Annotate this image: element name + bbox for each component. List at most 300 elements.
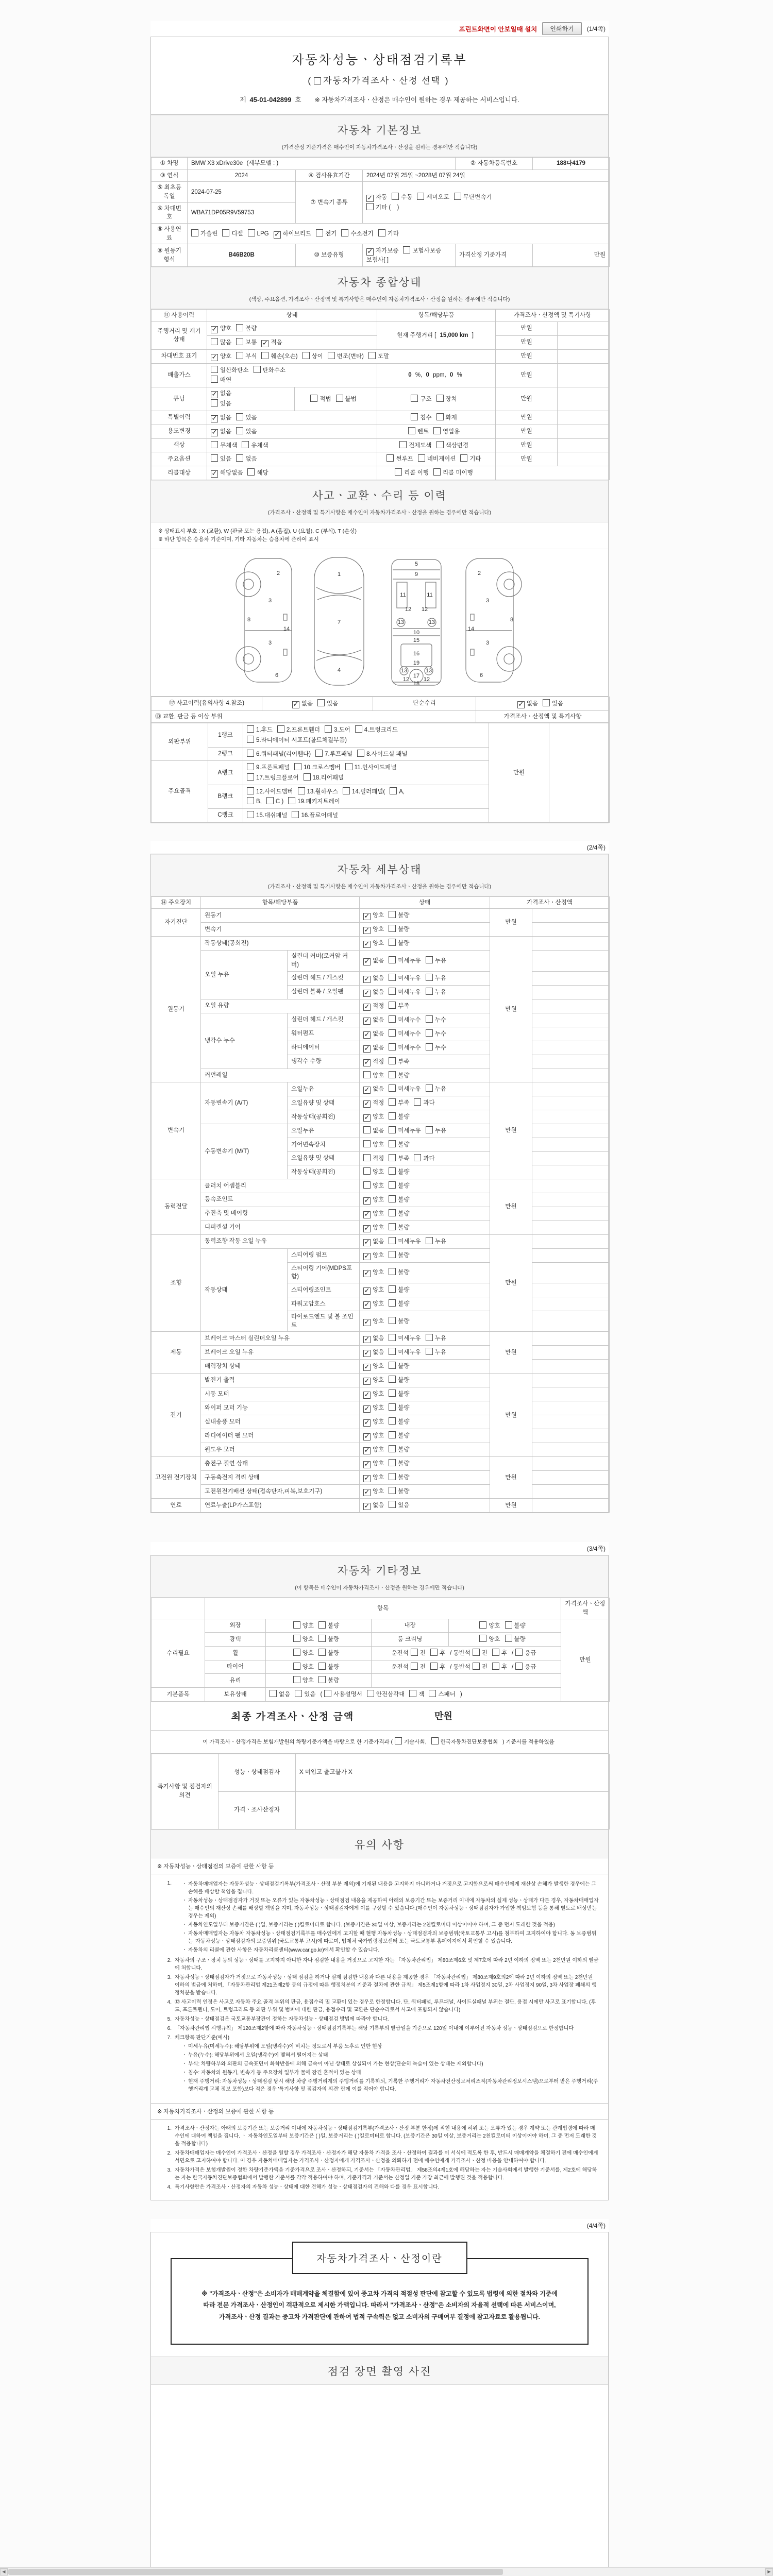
checkbox-option[interactable]	[363, 1071, 384, 1080]
value-cell	[377, 438, 496, 452]
table-row	[152, 896, 610, 909]
value-cell	[532, 971, 610, 985]
checkbox-option[interactable]	[363, 1460, 384, 1468]
checked-checkbox-icon: ✓	[367, 194, 373, 202]
checkbox-option[interactable]	[247, 763, 290, 772]
checkbox-option[interactable]	[211, 376, 231, 385]
unchecked-checkbox-icon	[363, 1126, 371, 1133]
checkbox-option[interactable]	[389, 1029, 421, 1039]
checkbox-option[interactable]	[389, 1403, 409, 1413]
checkbox-option[interactable]	[222, 229, 243, 239]
checkbox-option[interactable]	[328, 352, 364, 361]
checkbox-option[interactable]	[378, 229, 399, 239]
checkbox-option[interactable]	[411, 1663, 426, 1672]
checkbox-option[interactable]	[211, 469, 243, 478]
checkbox-option[interactable]	[389, 1015, 421, 1025]
checkbox-option[interactable]	[389, 1389, 409, 1399]
checkbox-option[interactable]	[247, 725, 273, 735]
checkbox-option[interactable]	[366, 247, 398, 256]
checkbox-option[interactable]	[318, 1635, 339, 1644]
diagram-number: 19	[413, 659, 419, 666]
checkbox-option[interactable]	[389, 1223, 409, 1232]
checkbox-option[interactable]	[341, 229, 373, 239]
checkbox-option[interactable]	[292, 811, 338, 820]
checkbox-option[interactable]	[191, 229, 217, 239]
checkbox-label: 19.패키지트레이	[297, 799, 340, 805]
checkbox-option[interactable]	[211, 399, 231, 409]
checkbox-option[interactable]	[363, 1002, 384, 1011]
checkbox-option[interactable]	[433, 427, 460, 436]
print-button[interactable]: 인쇄하기	[542, 22, 581, 35]
checkbox-option[interactable]	[211, 325, 231, 333]
checkbox-option[interactable]	[505, 1621, 526, 1631]
checkbox-option[interactable]	[395, 468, 429, 478]
checkbox-option[interactable]	[473, 1663, 488, 1672]
checkbox-option[interactable]	[363, 1085, 384, 1094]
checkbox-option[interactable]	[336, 395, 357, 404]
checkbox-option[interactable]	[363, 1376, 384, 1385]
checkbox-option[interactable]	[318, 1663, 339, 1672]
checkbox-label: 불량	[328, 1677, 340, 1684]
label-cell: 항목/해당부품	[377, 310, 496, 322]
checkbox-option[interactable]	[389, 1417, 409, 1427]
unchecked-checkbox-icon	[236, 413, 243, 420]
value-cell	[532, 999, 610, 1013]
checkbox-option[interactable]	[430, 1649, 445, 1658]
checkbox-label: 무단변속기	[463, 194, 492, 201]
unchecked-checkbox-icon	[247, 725, 254, 733]
checkbox-option[interactable]	[304, 773, 344, 783]
checkbox-option[interactable]	[211, 414, 231, 422]
checkbox-option[interactable]	[293, 1663, 314, 1672]
checkbox-option[interactable]	[343, 787, 385, 796]
checkbox-option[interactable]	[389, 956, 421, 965]
checkbox-option[interactable]	[473, 1649, 488, 1658]
install-print-plugin-link[interactable]: 프린트화면이 안보일때 설치	[459, 25, 537, 33]
checkbox-option[interactable]	[247, 773, 299, 783]
checkbox-option[interactable]	[389, 1285, 409, 1295]
checkbox-option[interactable]	[211, 352, 231, 361]
checked-checkbox-icon: ✓	[211, 469, 217, 478]
checkbox-option[interactable]	[426, 1237, 446, 1246]
checkbox-option[interactable]	[366, 193, 387, 202]
checkbox-option[interactable]	[247, 750, 311, 759]
checkbox-option[interactable]	[236, 352, 257, 361]
checkbox-option[interactable]	[363, 1224, 384, 1232]
checkbox-option[interactable]	[363, 1317, 384, 1326]
section-subtitle: (가격산정 기준가격은 매수인이 자동차가격조사ㆍ산정을 원하는 경우에만 적습니다)	[281, 144, 478, 150]
unchecked-checkbox-icon	[295, 1690, 302, 1697]
checkbox-option[interactable]	[411, 413, 431, 422]
checkbox-option[interactable]	[293, 1621, 314, 1631]
checkbox-option[interactable]	[248, 229, 269, 239]
checkbox-option[interactable]	[324, 1690, 362, 1699]
checkbox-option[interactable]	[363, 1404, 384, 1413]
checkbox-option[interactable]	[363, 1058, 384, 1066]
unchecked-checkbox-icon	[389, 1459, 396, 1466]
checkbox-option[interactable]	[363, 1140, 384, 1149]
checkbox-option[interactable]	[363, 1154, 384, 1163]
diagram-number: 10	[413, 629, 419, 636]
checkbox-option[interactable]	[236, 413, 257, 422]
checkbox-option[interactable]	[389, 1348, 421, 1357]
checkbox-option[interactable]	[298, 787, 338, 796]
checkbox-option[interactable]	[363, 1418, 384, 1427]
checkbox-option[interactable]	[292, 700, 313, 708]
checkbox-label: 누유	[434, 1349, 446, 1356]
checkbox-option[interactable]	[505, 1635, 526, 1644]
checkbox-option[interactable]	[318, 1676, 339, 1685]
unchecked-checkbox-icon	[343, 787, 350, 794]
checkbox-option[interactable]	[211, 389, 231, 398]
checkbox-option[interactable]	[517, 700, 538, 708]
checkbox-option[interactable]	[363, 1196, 384, 1205]
checkbox-option[interactable]	[389, 925, 409, 934]
checkbox-option[interactable]	[426, 956, 446, 965]
checkbox-option[interactable]	[274, 230, 312, 239]
value-cell	[360, 1485, 490, 1499]
checkbox-option[interactable]	[436, 395, 457, 404]
checkbox-option[interactable]	[310, 395, 331, 404]
checkbox-option[interactable]	[386, 454, 413, 464]
value-cell	[532, 1457, 610, 1471]
checkbox-option[interactable]	[389, 1071, 409, 1080]
checkbox-option[interactable]	[411, 395, 431, 404]
value-cell: 만원	[533, 244, 610, 267]
checkbox-label: 부족	[398, 1155, 410, 1162]
value-cell	[532, 1262, 610, 1283]
checkbox-option[interactable]	[395, 1737, 427, 1747]
checkbox-option[interactable]	[389, 1154, 409, 1163]
checkbox-option[interactable]	[408, 427, 429, 436]
table-row	[152, 158, 610, 170]
scroll-left-arrow-icon[interactable]: ◀	[0, 2568, 8, 2575]
checkbox-option[interactable]	[363, 1348, 384, 1357]
checkbox-label: 3.도어	[333, 727, 350, 734]
checkbox-option[interactable]	[314, 73, 441, 86]
checkbox-option[interactable]	[363, 1251, 384, 1260]
checkbox-label: 기술사회,	[404, 1738, 427, 1745]
diagram-number: 17	[413, 672, 419, 679]
checkbox-option[interactable]	[479, 1635, 500, 1644]
checkbox-option[interactable]	[363, 1487, 384, 1496]
checkbox-option[interactable]	[211, 338, 231, 347]
value-cell	[360, 1193, 490, 1207]
value-cell: 작동상태	[201, 1248, 288, 1332]
checkbox-option[interactable]	[389, 1431, 409, 1440]
checkbox-option[interactable]	[247, 797, 262, 806]
checkbox-option[interactable]	[389, 1167, 409, 1177]
checkbox-option[interactable]	[414, 1098, 434, 1108]
checkbox-option[interactable]	[426, 1029, 446, 1039]
checkbox-option[interactable]	[426, 1126, 446, 1136]
checkbox-label: 양호	[373, 1433, 384, 1439]
checkbox-option[interactable]	[389, 1376, 409, 1385]
checked-checkbox-icon: ✓	[364, 1251, 370, 1260]
checkbox-option[interactable]	[460, 454, 481, 464]
checkbox-option[interactable]	[389, 1445, 409, 1454]
checkbox-option[interactable]	[389, 1209, 409, 1218]
unchecked-checkbox-icon	[389, 1417, 396, 1425]
checkbox-option[interactable]	[433, 468, 473, 478]
value-cell	[360, 1283, 490, 1297]
section-title: 유의 사항	[355, 1839, 405, 1851]
scroll-right-arrow-icon[interactable]: ▶	[765, 2568, 773, 2575]
checkbox-option[interactable]	[363, 1300, 384, 1309]
checkbox-option[interactable]	[409, 1690, 424, 1699]
checkbox-option[interactable]	[389, 974, 421, 983]
checkbox-option[interactable]	[211, 441, 237, 450]
value-cell	[558, 411, 610, 425]
checkbox-option[interactable]	[293, 1676, 314, 1685]
checkbox-option[interactable]	[389, 1084, 421, 1094]
checkbox-option[interactable]	[363, 925, 384, 934]
checkbox-option[interactable]	[389, 988, 421, 997]
checkbox-option[interactable]	[426, 1348, 446, 1357]
checkbox-option[interactable]	[389, 1237, 421, 1246]
value-cell	[360, 1401, 490, 1415]
checkbox-option[interactable]	[236, 454, 257, 464]
checkbox-option[interactable]	[211, 366, 249, 375]
checkbox-option[interactable]	[417, 193, 449, 202]
checkbox-option[interactable]	[317, 699, 338, 708]
accident-history-table	[151, 697, 608, 723]
checkbox-option[interactable]	[363, 1390, 384, 1399]
checkbox-option[interactable]	[236, 338, 257, 347]
checkbox-option[interactable]	[363, 1268, 384, 1277]
checkbox-option[interactable]	[492, 1649, 507, 1658]
checkbox-option[interactable]	[363, 1501, 384, 1510]
checkbox-option[interactable]	[236, 324, 257, 333]
checkbox-option[interactable]	[426, 974, 446, 983]
checkbox-option[interactable]	[436, 441, 468, 450]
horizontal-scrollbar[interactable]	[0, 2567, 773, 2576]
checkbox-option[interactable]	[389, 1126, 421, 1136]
checkbox-label: 전	[481, 1650, 488, 1657]
table-row	[152, 363, 610, 387]
checkbox-option[interactable]	[389, 1334, 421, 1343]
value-cell	[360, 1457, 490, 1471]
value-cell: 만원	[490, 1234, 532, 1332]
checkbox-option[interactable]	[403, 246, 441, 256]
value-cell: 동력조향 작동 오일 누유	[201, 1234, 360, 1248]
checkbox-option[interactable]	[389, 1487, 409, 1496]
checkbox-option[interactable]	[389, 1501, 409, 1510]
checkbox-label: 8.사이드실 패널	[366, 751, 408, 757]
checkbox-option[interactable]	[261, 338, 282, 347]
checkbox-option[interactable]	[426, 1043, 446, 1053]
checkbox-option[interactable]	[363, 1044, 384, 1053]
checked-checkbox-icon: ✓	[364, 1300, 370, 1309]
checkbox-option[interactable]	[426, 1084, 446, 1094]
price-info-outer-box	[171, 2253, 589, 2345]
checkbox-option[interactable]	[247, 811, 287, 820]
label-cell: 항목/해당부품	[201, 896, 360, 909]
checkbox-option[interactable]	[266, 797, 283, 806]
checked-checkbox-icon: ✓	[364, 926, 370, 934]
checkbox-option[interactable]	[389, 1002, 409, 1011]
checkbox-option[interactable]	[325, 725, 350, 735]
checkbox-option[interactable]	[389, 1299, 409, 1309]
unchecked-checkbox-icon	[211, 454, 218, 462]
section-subtitle: (이 항목은 매수인이 자동차가격조사ㆍ산정을 원하는 경우에만 적습니다)	[295, 1585, 464, 1591]
checkbox-option[interactable]	[363, 957, 384, 965]
checkbox-option[interactable]	[318, 1649, 339, 1658]
checkbox-option[interactable]	[247, 736, 347, 745]
checkbox-option[interactable]	[363, 1432, 384, 1440]
label-cell	[152, 1598, 205, 1619]
checked-checkbox-icon: ✓	[364, 1460, 370, 1468]
checkbox-option[interactable]	[363, 1126, 384, 1136]
checkbox-option[interactable]	[431, 1737, 498, 1747]
checkbox-option[interactable]	[414, 1154, 434, 1163]
checkbox-option[interactable]	[515, 1663, 536, 1672]
checkbox-option[interactable]	[389, 1057, 409, 1066]
checkbox-option[interactable]	[389, 1251, 409, 1260]
checkbox-option[interactable]	[363, 1167, 384, 1177]
checkbox-option[interactable]	[492, 1663, 507, 1672]
scrollbar-thumb[interactable]	[8, 2569, 503, 2575]
checkbox-option[interactable]	[294, 763, 341, 772]
checkbox-option[interactable]	[363, 1016, 384, 1025]
checkbox-option[interactable]	[389, 1459, 409, 1468]
value-cell	[360, 1013, 490, 1027]
checkbox-option[interactable]	[315, 750, 352, 759]
page-marker-3: (3/4쪽)	[150, 1542, 609, 1555]
checkbox-option[interactable]	[316, 229, 337, 239]
checkbox-option[interactable]	[357, 750, 407, 759]
checkbox-option[interactable]	[363, 939, 384, 948]
unchecked-checkbox-icon	[368, 352, 376, 359]
page-marker-4: (4/4쪽)	[150, 2219, 609, 2232]
checkbox-option[interactable]	[367, 1690, 405, 1699]
checkbox-option[interactable]	[368, 352, 389, 361]
checkbox-option[interactable]	[515, 1649, 536, 1658]
checkbox-label: 양호	[302, 1622, 314, 1629]
value-cell: 가격산정 기준가격	[456, 244, 533, 267]
checkbox-option[interactable]	[295, 1690, 315, 1699]
checkbox-option[interactable]	[363, 911, 384, 920]
checkbox-option[interactable]	[293, 1635, 314, 1644]
checkbox-option[interactable]	[411, 1649, 426, 1658]
checkbox-option[interactable]	[429, 1690, 455, 1699]
unchecked-checkbox-icon	[505, 1621, 512, 1629]
checkbox-option[interactable]	[247, 787, 293, 796]
checkbox-option[interactable]	[363, 1181, 384, 1191]
label-cell: 가격조사ㆍ산정액	[490, 896, 610, 909]
value-cell	[532, 937, 610, 951]
checkbox-option[interactable]	[363, 1334, 384, 1343]
checkbox-option[interactable]	[318, 1621, 339, 1631]
checkbox-option[interactable]	[363, 1473, 384, 1482]
checkbox-option[interactable]	[389, 1140, 409, 1149]
checkbox-option[interactable]	[454, 193, 492, 202]
checkbox-option[interactable]	[436, 413, 457, 422]
checkbox-option[interactable]	[211, 428, 231, 436]
checkbox-option[interactable]	[543, 699, 563, 708]
checkbox-option[interactable]	[363, 1238, 384, 1246]
checked-checkbox-icon: ✓	[364, 1238, 370, 1246]
unchecked-checkbox-icon	[389, 1126, 396, 1133]
checkbox-option[interactable]	[479, 1621, 500, 1631]
checkbox-label: 양호	[220, 353, 232, 360]
notice-item: 7. 체크항목 판단기준(예시) ㆍ 미세누유(미세누수): 해당부위에 오일(냉각수)이 비치는 정도로서 부품 노후로 인한 현상 ㆍ 누유(누수): 해당부위에서 오일(냉각수)이 맺혀서 떨어지는 상태 ㆍ 부식: 차량하부와 외판의 금속표면이 화학반응에 의해 금속이 아닌 상태로 상실되어 가는 현상(단순히 녹슬어 있는 상태는 제외합니다) ㆍ 침수: 자동차의 원동기, 변속기 등 주요장치 일부가 물에 잠긴 흔적이 있는 상태 ㆍ 현재 주행거리: 자동차성능ㆍ상태점검 당시 해당 차량 주행거리계의 주행거리를 기록하되, 기록한 주행거리가 자동차전산정보처리조직(자동차관리정보시스템)으로부터 받은 주행거리(주행거리계 교체 정보 포함)보다 적은 경우 '특기사항 및 점검자의 의견' 란에 이를 적어야 합니다.	[167, 2035, 598, 2092]
checkbox-label: 16.플로어패널	[301, 812, 338, 819]
checkbox-label: 불량	[398, 1287, 410, 1294]
checkbox-option[interactable]	[399, 441, 431, 450]
checkbox-option[interactable]	[236, 427, 257, 436]
checkbox-option[interactable]	[293, 1649, 314, 1658]
checkbox-option[interactable]	[389, 1195, 409, 1205]
checkbox-label: 양호	[373, 1269, 384, 1276]
checkbox-option[interactable]	[366, 203, 391, 212]
checkbox-option[interactable]	[288, 797, 340, 806]
checkbox-option[interactable]	[363, 974, 384, 983]
checkbox-option[interactable]	[363, 1030, 384, 1039]
checkbox-option[interactable]	[270, 1690, 290, 1699]
checkbox-option[interactable]	[363, 1446, 384, 1454]
label-cell: 주요옵션	[152, 452, 207, 466]
checkbox-option[interactable]	[426, 1334, 446, 1343]
checkbox-option[interactable]	[363, 1099, 384, 1108]
checkbox-option[interactable]	[345, 763, 397, 772]
checkbox-label: 없음	[373, 1335, 384, 1342]
page-marker-1: (1/4쪽)	[586, 25, 606, 32]
value-cell	[243, 747, 489, 761]
checkbox-option[interactable]	[389, 1268, 409, 1277]
checkbox-option[interactable]	[389, 1473, 409, 1482]
checkbox-label: 불량	[398, 1142, 410, 1148]
checkbox-option[interactable]	[389, 911, 409, 920]
checkbox-option[interactable]	[261, 352, 297, 361]
unchecked-checkbox-icon	[211, 376, 218, 383]
table-row	[152, 1013, 610, 1027]
checkbox-option[interactable]	[363, 1362, 384, 1371]
checkbox-option[interactable]	[389, 1181, 409, 1191]
checkbox-option[interactable]	[389, 1043, 421, 1053]
checkbox-option[interactable]	[430, 1663, 445, 1672]
checkbox-option[interactable]	[389, 1362, 409, 1371]
checkbox-option[interactable]	[363, 1210, 384, 1218]
checkbox-option[interactable]	[303, 352, 323, 361]
value-cell	[532, 1221, 610, 1234]
checkbox-option[interactable]	[426, 1015, 446, 1025]
checkbox-option[interactable]	[418, 454, 456, 464]
checkbox-option[interactable]	[211, 454, 231, 464]
checkbox-label: 미세누유	[398, 1349, 421, 1356]
checkbox-option[interactable]	[363, 1286, 384, 1295]
unchecked-checkbox-icon	[236, 338, 243, 345]
checkbox-option[interactable]	[426, 988, 446, 997]
checkbox-option[interactable]	[355, 725, 398, 735]
checkbox-option[interactable]	[254, 366, 285, 375]
checkbox-label: 양호	[373, 1210, 384, 1217]
checkbox-option[interactable]	[389, 939, 409, 948]
checkbox-option[interactable]	[390, 787, 405, 796]
checkbox-option[interactable]	[277, 725, 320, 735]
checkbox-option[interactable]	[392, 193, 412, 202]
checkbox-option[interactable]	[389, 1317, 409, 1326]
checkbox-option[interactable]	[389, 1112, 409, 1122]
unchecked-checkbox-icon	[392, 193, 399, 200]
checkbox-option[interactable]	[363, 1113, 384, 1122]
checkbox-label: 불량	[398, 1301, 410, 1308]
value-cell: 커먼레일	[201, 1069, 360, 1082]
checkbox-option[interactable]	[363, 988, 384, 997]
checkbox-option[interactable]	[389, 1098, 409, 1108]
checkbox-option[interactable]	[247, 468, 268, 478]
checkbox-option[interactable]	[242, 441, 268, 450]
